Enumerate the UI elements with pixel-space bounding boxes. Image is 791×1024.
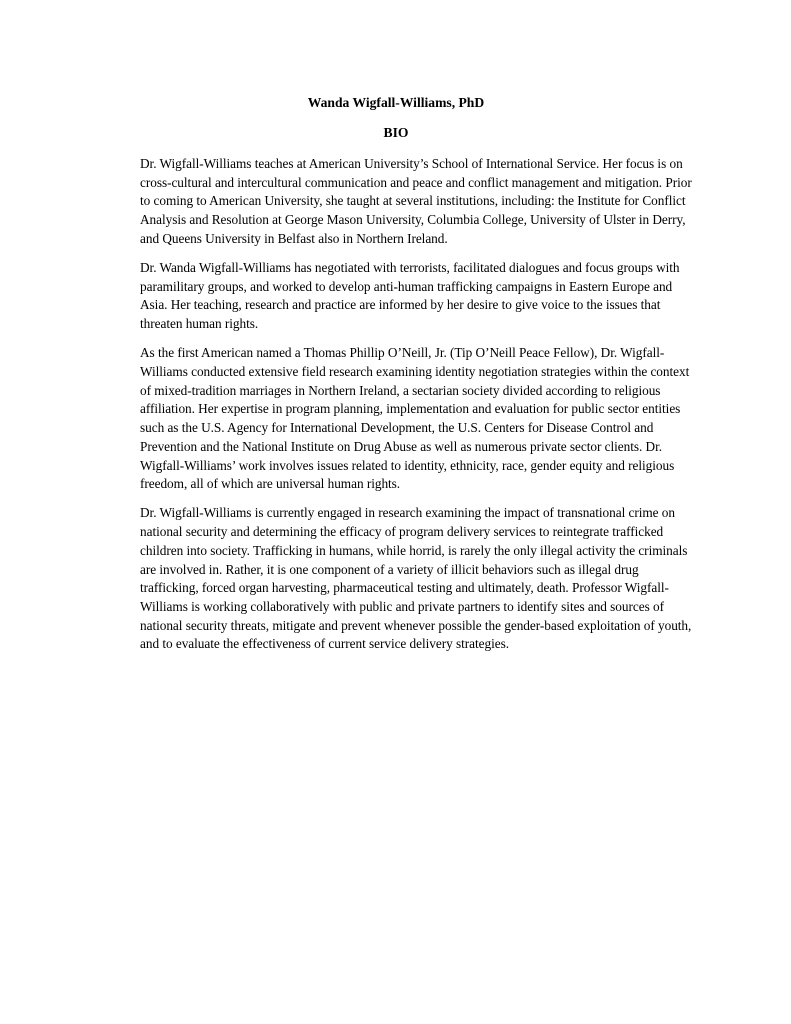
body-paragraph-2: Dr. Wanda Wigfall-Williams has negotiated with terrorists, facilitated dialogues and focus groups with paramilitary groups, and worked to develop anti-human trafficking campaigns in Eastern Europe and Asia. Her teaching, research and practice are informed by her desire to give voice to the issues that threaten human rights.	[140, 260, 680, 332]
document-body	[140, 155, 700, 665]
body-paragraph-4: Dr. Wigfall-Williams is currently engaged in research examining the impact of transnational crime on national security and determining the efficacy of program delivery services to reintegrate trafficked children into society. Trafficking in humans, while horrid, is rarely the only illegal activity the criminals are involved in. Rather, it is one component of a variety of illicit behaviors such as illegal drug trafficking, forced organ harvesting, pharmaceutical testing and ultimately, death. Professor Wigfall-Williams is working collaboratively with public and private partners to identify sites and sources of national security threats, mitigate and prevent whenever possible the gender-based exploitation of youth, and to evaluate the effectiveness of current service delivery strategies.	[140, 505, 692, 652]
body-paragraph-1: Dr. Wigfall-Williams teaches at American University’s School of International Service. Her focus is on cross-cultural and intercultural communication and peace and conflict management and mitigation. Prior to coming to American University, she taught at several institutions, including: the Institute for Conflict Analysis and Resolution at George Mason University, Columbia College, University of Ulster in Derry, and Queens University in Belfast also in Northern Ireland.	[140, 156, 692, 246]
document-title: Wanda Wigfall-Williams, PhD	[307, 95, 485, 110]
document-subtitle: BIO	[383, 125, 409, 140]
body-paragraph-3: As the first American named a Thomas Phillip O’Neill, Jr. (Tip O’Neill Peace Fellow), Dr. Wigfall-Williams conducted extensive field research examining identity negotiation strategies within the context of mixed-tradition marriages in Northern Ireland, a sectarian society divided according to religious affiliation. Her expertise in program planning, implementation and evaluation for public sector entities such as the U.S. Agency for International Development, the U.S. Centers for Disease Control and Prevention and the National Institute on Drug Abuse as well as numerous private sector clients. Dr. Wigfall-Williams’ work involves issues related to identity, ethnicity, race, gender equity and religious freedom, all of which are universal human rights.	[140, 345, 690, 492]
